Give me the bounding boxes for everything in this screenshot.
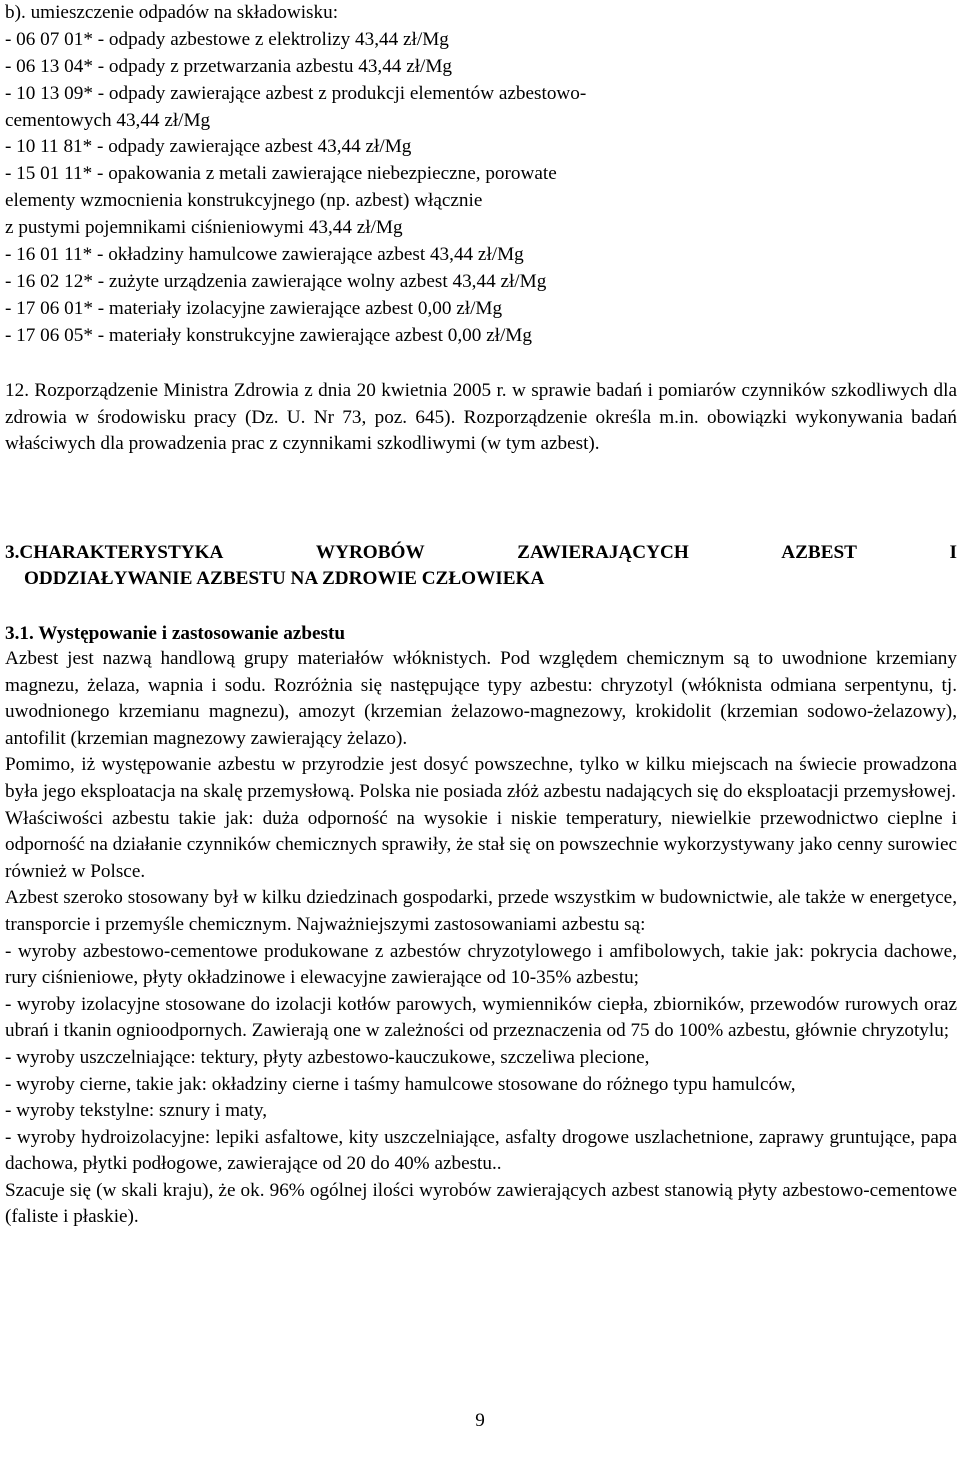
heading-word: ZAWIERAJĄCYCH	[517, 542, 689, 563]
list-item: - 10 13 09* - odpady zawierające azbest z produkcji elementów azbestowo-	[5, 82, 587, 104]
list-item: - 15 01 11* - opakowania z metali zawierające niebezpieczne, porowate	[5, 163, 557, 185]
paragraph: - wyroby tekstylne: sznury i maty,	[5, 1100, 268, 1122]
list-item: - 16 01 11* - okładziny hamulcowe zawierające azbest 43,44 zł/Mg	[5, 244, 524, 266]
paragraph: Właściwości azbestu takie jak: duża odporność na wysokie i niskie temperatury, niewielkie przewodnictwo cieplne i odporność na działanie czynników chemicznych sprawiły, że stał się on powszechnie wykorzystywany jako cenny surowiec również w Polsce.	[5, 807, 957, 882]
paragraph: - wyroby hydroizolacyjne: lepiki asfaltowe, kity uszczelniające, asfalty drogowe uszlachetnione, zaprawy gruntujące, papa dachowa, płytki podłogowe, zawierające od 20 do 40% azbestu..	[5, 1126, 957, 1175]
subsection-heading: 3.1. Występowanie i zastosowanie azbestu	[5, 623, 346, 644]
paragraph: - wyroby cierne, takie jak: okładziny cierne i taśmy hamulcowe stosowane do różnego typu hamulców,	[5, 1073, 796, 1095]
list-item: - 17 06 05* - materiały konstrukcyjne zawierające azbest 0,00 zł/Mg	[5, 324, 532, 346]
waste-disposal-list	[5, 0, 957, 350]
list-item: elementy wzmocnienia konstrukcyjnego (np. azbest) włącznie	[5, 190, 483, 212]
paragraph: - wyroby izolacyjne stosowane do izolacji kotłów parowych, wymienników ciepła, zbiorników, przewodów rurowych oraz ubrań i tkanin ognioodpornych. Zawierają one w zależności od przeznaczenia od 75 do 100% azbestu, głównie chryzotylu;	[5, 993, 957, 1042]
list-item: - 16 02 12* - zużyte urządzenia zawierające wolny azbest 43,44 zł/Mg	[5, 270, 547, 292]
heading-word: AZBEST	[781, 542, 857, 563]
list-item: z pustymi pojemnikami ciśnieniowymi 43,44 zł/Mg	[5, 217, 403, 239]
paragraph: Szacuje się (w skali kraju), że ok. 96% ogólnej ilości wyrobów zawierających azbest stanowią płyty azbestowo-cementowe (faliste i płaskie).	[5, 1179, 957, 1228]
heading-line-2: ODDZIAŁYWANIE AZBESTU NA ZDROWIE CZŁOWIEKA	[24, 568, 545, 589]
heading-word: 3.CHARAKTERYSTYKA	[5, 542, 224, 563]
list-item: - 17 06 01* - materiały izolacyjne zawierające azbest 0,00 zł/Mg	[5, 297, 503, 319]
list-item: - 10 11 81* - odpady zawierające azbest 43,44 zł/Mg	[5, 136, 412, 158]
heading-word: WYROBÓW	[315, 542, 425, 563]
list-item: cementowych 43,44 zł/Mg	[5, 109, 211, 131]
paragraph: - wyroby azbestowo-cementowe produkowane z azbestów chryzotylowego i amfibolowych, takie jak: pokrycia dachowe, rury ciśnieniowe, płyty okładzinowe i elewacyjne zawierające od 10-35% azbestu;	[5, 940, 957, 989]
paragraph: Azbest jest nazwą handlową grupy materiałów włóknistych. Pod względem chemicznym są to uwodnione krzemiany magnezu, żelaza, wapnia i sodu. Rozróżnia się następujące typy azbestu: chryzotyl (włóknista odmiana serpentynu, tj. uwodnionego krzemianu magnezu), amozyt (krzemian żelazowo-magnezowy, krokidolit (krzemian sodowo-żelazowy), antofilit (krzemian magnezowy zawierający żelazo).	[5, 648, 957, 749]
regulation-12-paragraph: 12. Rozporządzenie Ministra Zdrowia z dnia 20 kwietnia 2005 r. w sprawie badań i pomiarów czynników szkodliwych dla zdrowia w środowisku pracy (Dz. U. Nr 73, poz. 645). Rozporządzenie określa m.in. obowiązki wykonywania badań właściwych dla prowadzenia prac z czynnikami szkodliwymi (w tym azbest).	[5, 380, 957, 454]
paragraph: Azbest szeroko stosowany był w kilku dziedzinach gospodarki, przede wszystkim w budownictwie, ale także w energetyce, transporcie i przemyśle chemicznym. Najważniejszymi zastosowaniami azbestu są:	[5, 887, 957, 935]
body-text	[5, 646, 957, 1231]
paragraph: - wyroby uszczelniające: tektury, płyty azbestowo-kauczukowe, szczeliwa plecione,	[5, 1046, 650, 1068]
list-item: - 06 07 01* - odpady azbestowe z elektrolizy 43,44 zł/Mg	[5, 28, 449, 50]
paragraph: Pomimo, iż występowanie azbestu w przyrodzie jest dosyć powszechne, tylko w kilku miejscach na świecie prowadzona była jego eksploatacja na skalę przemysłową. Polska nie posiada złóż azbestu nadających się do eksploatacji przemysłowej.	[5, 754, 957, 802]
section-heading	[5, 540, 957, 592]
list-item: - 06 13 04* - odpady z przetwarzania azbestu 43,44 zł/Mg	[5, 55, 453, 77]
page-number: 9	[475, 1410, 485, 1431]
list-item: b). umieszczenie odpadów na składowisku:	[5, 2, 339, 23]
heading-word: I	[949, 542, 957, 563]
